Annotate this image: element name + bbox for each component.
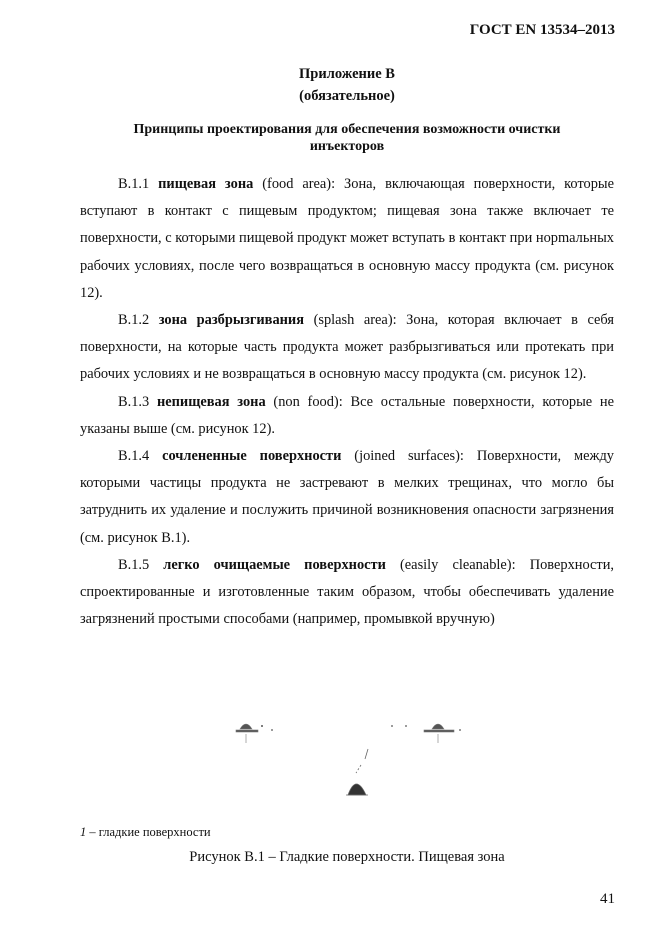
- definition-paragraph: [80, 389, 614, 443]
- definition-number: В.1.3: [118, 393, 150, 410]
- definition-paragraph: [80, 443, 614, 552]
- definition-number: В.1.5: [118, 556, 150, 573]
- figure-legend: [80, 825, 211, 840]
- definitions-list: [80, 171, 614, 633]
- figure-right-fitting: [391, 724, 461, 743]
- definition-text: Поверхности, между которыми частицы продукта не застревают в мелких трещинах, что могло бы затруднить их удаление и послужить причиной возникновения опасности загрязнения (см. рисунок В.1).: [80, 448, 614, 546]
- definition-paragraph: [80, 552, 614, 634]
- definition-english: (easily cleanable):: [400, 556, 516, 573]
- figure-caption: Рисунок В.1 – Гладкие поверхности. Пищевая зона: [189, 849, 505, 865]
- definition-term: непищевая зона: [156, 393, 266, 410]
- definition-number: В.1.4: [118, 448, 150, 465]
- definition-term: легко очищаемые поверхности: [163, 556, 386, 573]
- standard-id: ГОСТ EN 13534–2013: [469, 22, 615, 38]
- definition-text: Поверхности, спроектированные и изготовленные таким образом, чтобы обеспечивать удаление загрязнений простыми способами (например, промывкой вручную): [80, 556, 614, 628]
- definition-paragraph: [80, 171, 614, 307]
- definition-english: (joined surfaces):: [354, 448, 464, 465]
- annex-title: [60, 63, 634, 107]
- figure-smooth-surfaces: [170, 695, 490, 805]
- definition-number: В.1.2: [118, 312, 150, 329]
- legend-number: 1: [80, 825, 87, 839]
- definition-paragraph: [80, 307, 614, 389]
- definition-term: зона разбрызгивания: [158, 312, 305, 329]
- definition-english: (food area):: [262, 176, 336, 192]
- definition-term: пищевая зона: [158, 176, 254, 192]
- definition-text: Зона, которая включает в себя поверхности, на которые часть продукта может разбрызгиваться или протекать при рабочих условиях и не возвращаться в основную массу продукта (см. рисунок 12).: [80, 312, 614, 383]
- legend-text: – гладкие поверхности: [86, 825, 211, 839]
- definition-term: сочлененные поверхности: [162, 448, 342, 465]
- definition-english: (splash area):: [313, 312, 397, 329]
- annex-label: Приложение В: [299, 66, 395, 82]
- definition-text: Зона, включающая поверхности, которые вступают в контакт с пищевым продуктом; пищевая зона также включает те поверхности, с которыми пищевой продукт может вступать в контакт при норmальных рабочих условиях, после чего возвращаться в основную массу продукта (см. рисунок 12).: [80, 176, 614, 301]
- definition-text: Все остальные поверхности, которые не указаны выше (см. рисунок 12).: [80, 393, 614, 437]
- annex-status: (обязательное): [299, 88, 395, 104]
- annex-heading: Принципы проектирования для обеспечения возможности очистки инъекторов: [133, 122, 561, 154]
- page-number: 41: [600, 891, 615, 907]
- figure-nozzle: [346, 749, 368, 795]
- figure-left-fitting: [236, 724, 273, 743]
- definition-english: (non food):: [273, 393, 343, 410]
- definition-number: В.1.1: [118, 176, 150, 192]
